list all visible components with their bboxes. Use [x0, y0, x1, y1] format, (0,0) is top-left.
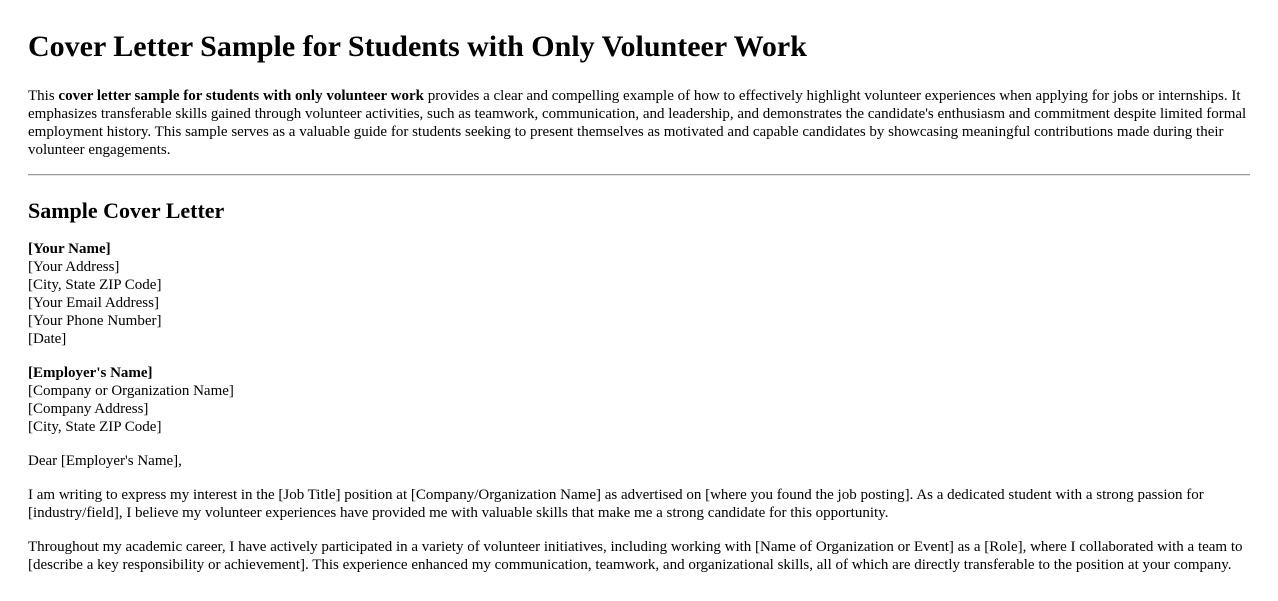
- sender-city: [City, State ZIP Code]: [28, 277, 162, 293]
- page-title: Cover Letter Sample for Students with Only Volunteer Work: [28, 30, 807, 63]
- sender-block: [28, 240, 1250, 348]
- intro-paragraph: [28, 87, 1250, 159]
- sender-phone: [Your Phone Number]: [28, 313, 162, 329]
- intro-prefix: This: [28, 88, 59, 104]
- sender-address: [Your Address]: [28, 259, 120, 275]
- sender-name: [Your Name]: [28, 241, 111, 257]
- body-paragraph-2: Throughout my academic career, I have actively participated in a variety of volunteer initiatives, including working with [Name of Organization or Event] as a [Role], where I collaborated with a team to [describe a key responsibility or achievement]. This experience enhanced my communication, teamwork, and organizational skills, all of which are directly transferable to the position at your company.: [28, 539, 1243, 573]
- intro-rest: provides a clear and compelling example of how to effectively highlight volunteer experiences when applying for jobs or internships. It emphasizes transferable skills gained through volunteer activities, such as teamwork, communication, and leadership, and demonstrates the candidate's enthusiasm and commitment despite limited formal employment history. This sample serves as a valuable guide for students seeking to present themselves as motivated and capable candidates by showcasing meaningful contributions made during their volunteer engagements.: [28, 88, 1247, 158]
- recipient-address: [Company Address]: [28, 401, 149, 417]
- body-paragraph-1: I am writing to express my interest in the [Job Title] position at [Company/Organization Name] as advertised on [where you found the job posting]. As a dedicated student with a strong passion for [industry/field], I believe my volunteer experiences have provided me with valuable skills that make me a strong candidate for this opportunity.: [28, 487, 1204, 521]
- sender-email: [Your Email Address]: [28, 295, 159, 311]
- recipient-block: [28, 364, 1250, 436]
- recipient-city: [City, State ZIP Code]: [28, 419, 162, 435]
- salutation: Dear [Employer's Name],: [28, 453, 182, 469]
- intro-bold-phrase: cover letter sample for students with only volunteer work: [58, 88, 424, 104]
- section-divider: [28, 174, 1250, 176]
- letter-date: [Date]: [28, 331, 67, 347]
- recipient-name: [Employer's Name]: [28, 365, 153, 381]
- recipient-company: [Company or Organization Name]: [28, 383, 234, 399]
- section-heading: Sample Cover Letter: [28, 198, 225, 223]
